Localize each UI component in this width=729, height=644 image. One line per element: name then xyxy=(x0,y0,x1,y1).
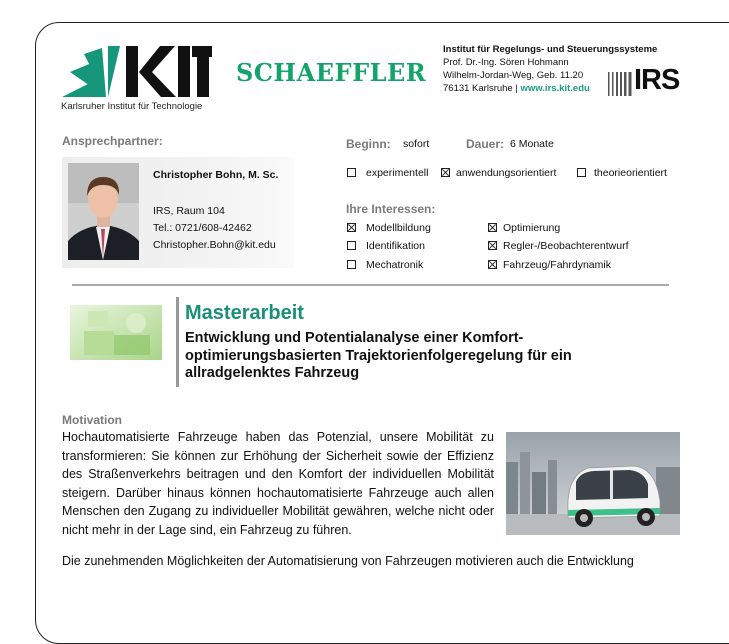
contact-phone: Tel.: 0721/608-42462 xyxy=(153,222,252,234)
duration-label: Dauer: xyxy=(466,137,505,151)
institute-address-line1: Wilhelm-Jordan-Weg, Geb. 11.20 xyxy=(443,70,584,81)
interest-checkbox-regler[interactable] xyxy=(488,241,497,250)
motivation-paragraph-1: Hochautomatisierte Fahrzeuge haben das Potenzial, unsere Mobilität zu transformieren: Sie können zur Erhöhung der Sicherheit sowie der Effizienz des Straßenverkehrs beitragen und den Komfort der individuellen Mobilität steigern. Darüber hinaus können hochautomatisierte Fahrzeuge auch allen Menschen den Zugang zu individueller Mobilität gewähren, welche nicht oder nicht mehr in der Lage sind, ein Fahrzeug zu führen. xyxy=(62,430,494,537)
contact-name: Christopher Bohn, M. Sc. xyxy=(153,169,279,181)
interests-heading: Ihre Interessen: xyxy=(346,202,436,216)
institute-website-link[interactable]: www.irs.kit.edu xyxy=(520,83,590,94)
schaeffler-logo: SCHAEFFLER xyxy=(236,58,427,87)
institute-name: Institut für Regelungs- und Steuerungssysteme xyxy=(443,44,658,55)
institute-address-line2: 76131 Karlsruhe | xyxy=(443,83,518,94)
title-accent-bar xyxy=(176,297,179,387)
orientation-label-theorieorientiert: theorieorientiert xyxy=(594,167,667,179)
orientation-checkbox-theorieorientiert[interactable] xyxy=(577,168,586,177)
contact-photo xyxy=(68,163,139,260)
motivation-heading: Motivation xyxy=(62,413,122,427)
contact-email-link[interactable]: Christopher.Bohn@kit.edu xyxy=(153,239,276,251)
start-label: Beginn: xyxy=(346,137,391,151)
interest-label-mechatronik: Mechatronik xyxy=(366,259,424,271)
thesis-type: Masterarbeit xyxy=(185,302,304,324)
vehicle-image xyxy=(506,432,680,535)
irs-logo-text: IRS xyxy=(634,64,680,96)
thesis-thumbnail-image xyxy=(70,305,162,360)
interest-label-optimierung: Optimierung xyxy=(503,222,561,234)
start-value: sofort xyxy=(403,138,430,150)
motivation-paragraph-2: Die zunehmenden Möglichkeiten der Automatisierung von Fahrzeugen motivieren auch die Entwicklung xyxy=(62,554,634,568)
section-divider xyxy=(72,284,669,286)
irs-logo-bars xyxy=(608,70,634,98)
interest-label-identifikation: Identifikation xyxy=(366,240,425,252)
interest-checkbox-modellbildung[interactable] xyxy=(347,223,356,232)
interest-label-fahrzeug: Fahrzeug/Fahrdynamik xyxy=(503,259,611,271)
thesis-title: Entwicklung und Potentialanalyse einer Komfort-optimierungsbasierten Trajektorienfolgeregelung für ein allradgelenktes Fahrzeug xyxy=(185,330,572,381)
orientation-label-anwendungsorientiert: anwendungsorientiert xyxy=(456,167,557,179)
duration-value: 6 Monate xyxy=(510,138,554,150)
interest-checkbox-fahrzeug[interactable] xyxy=(488,260,497,269)
interest-checkbox-optimierung[interactable] xyxy=(488,223,497,232)
orientation-checkbox-experimentell[interactable] xyxy=(347,168,356,177)
interest-label-regler: Regler-/Beobachterentwurf xyxy=(503,240,629,252)
interest-label-modellbildung: Modellbildung xyxy=(366,222,431,234)
contact-room: IRS, Raum 104 xyxy=(153,205,225,217)
institute-professor: Prof. Dr.-Ing. Sören Hohmann xyxy=(443,57,569,68)
orientation-checkbox-anwendungsorientiert[interactable] xyxy=(441,168,450,177)
contact-heading: Ansprechpartner: xyxy=(62,134,163,148)
interest-checkbox-identifikation[interactable] xyxy=(347,241,356,250)
interest-checkbox-mechatronik[interactable] xyxy=(347,260,356,269)
orientation-label-experimentell: experimentell xyxy=(366,167,429,179)
kit-subtitle: Karlsruher Institut für Technologie xyxy=(61,101,203,112)
